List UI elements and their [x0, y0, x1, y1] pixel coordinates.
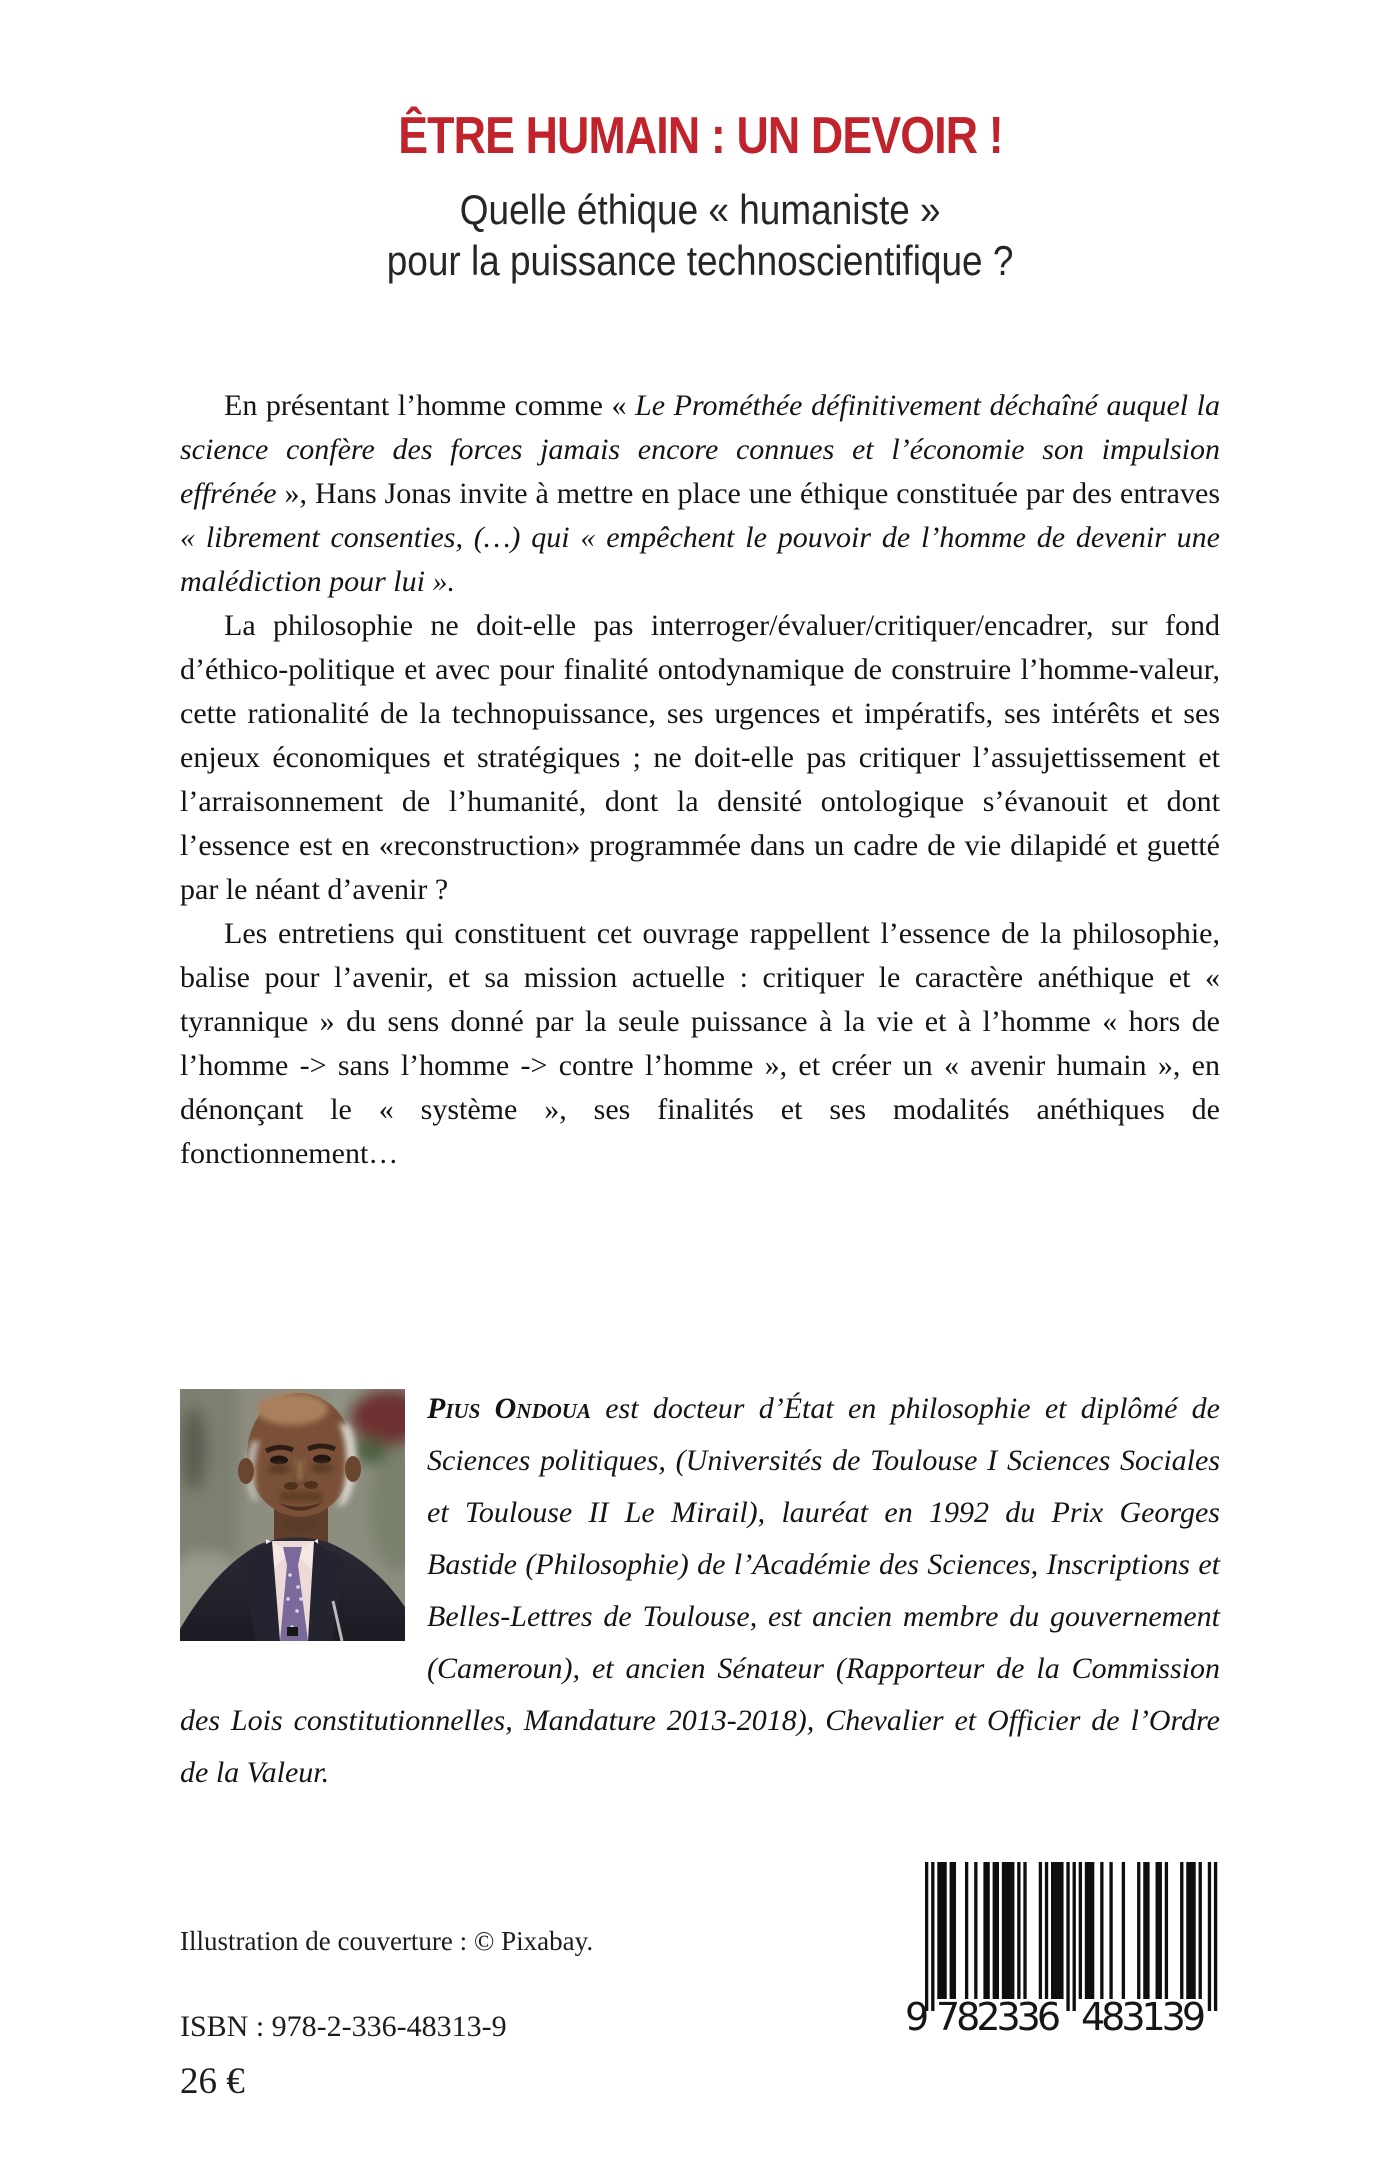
cover-illustration-credit: Illustration de couverture : © Pixabay.: [180, 1926, 594, 1956]
barcode-bars: [925, 1862, 1217, 2011]
author-photo: [180, 1389, 405, 1641]
author-bio: [180, 1383, 1220, 1799]
subtitle-line-1: Quelle éthique « humaniste »: [459, 186, 941, 233]
page-title: [0, 108, 1400, 164]
subtitle-line-2: pour la puissance technoscientifique ?: [386, 237, 1014, 284]
barcode-digit-group-2: 782336: [936, 1995, 1061, 2039]
subtitle: [0, 184, 1400, 286]
barcode-digit-group-3: 483139: [1081, 1995, 1206, 2039]
body-paragraph: La philosophie ne doit-elle pas interroger/évaluer/critiquer/encadrer, sur fond d’éthico-politique et avec pour finalité ontodynamique de construire l’homme-valeur, cette rationalité de la technopuissance, ses urgences et impératifs, ses intérêts et ses enjeux économiques et stratégiques ; ne doit-elle pas critiquer l’assujettissement et l’arraisonnement de l’humanité, dont la densité ontologique s’évanouit et dont l’essence est en «reconstruction» programmée dans un cadre de vie dilapidé et guetté par le néant d’avenir ?: [180, 609, 1220, 906]
back-cover-text: [180, 384, 1220, 1176]
price-text: 26 €: [180, 2061, 245, 2102]
ean13-barcode: [878, 1858, 1228, 2043]
body-paragraph: Les entretiens qui constituent cet ouvrage rappellent l’essence de la philosophie, balise pour l’avenir, et sa mission actuelle : critiquer le caractère anéthique et « tyrannique » du sens donné par la seule puissance à la vie et à l’homme « hors de l’homme -> sans l’homme -> contre l’homme », et créer un « avenir humain », en dénonçant le « système », ses finalités et ses modalités anéthiques de fonctionnement…: [180, 917, 1220, 1170]
title-text: ÊTRE HUMAIN : UN DEVOIR !: [397, 107, 1003, 165]
body-paragraph: En présentant l’homme comme « Le Prométhée définitivement déchaîné auquel la science confère des forces jamais encore connues et l’économie son impulsion effrénée », Hans Jonas invite à mettre en place une éthique constituée par des entraves « librement consenties, (…) qui « empêchent le pouvoir de l’homme de devenir une malédiction pour lui ».: [180, 389, 1220, 598]
bio-text: Pius Ondoua est docteur d’État en philosophie et diplômé de Sciences politiques, (Universités de Toulouse I Sciences Sociales et Toulouse II Le Mirail), lauréat en 1992 du Prix Georges Bastide (Philosophie) de l’Académie des Sciences, Inscriptions et Belles-Lettres de Toulouse, est ancien membre du gouvernement (Cameroun), et ancien Sénateur (Rapporteur de la Commission des Lois constitutionnelles, Mandature 2013-2018), Chevalier et Officier de l’Ordre de la Valeur.: [180, 1392, 1220, 1789]
barcode-digit-group-1: 9: [905, 1995, 930, 2039]
isbn-text: ISBN : 978-2-336-48313-9: [180, 2010, 507, 2043]
